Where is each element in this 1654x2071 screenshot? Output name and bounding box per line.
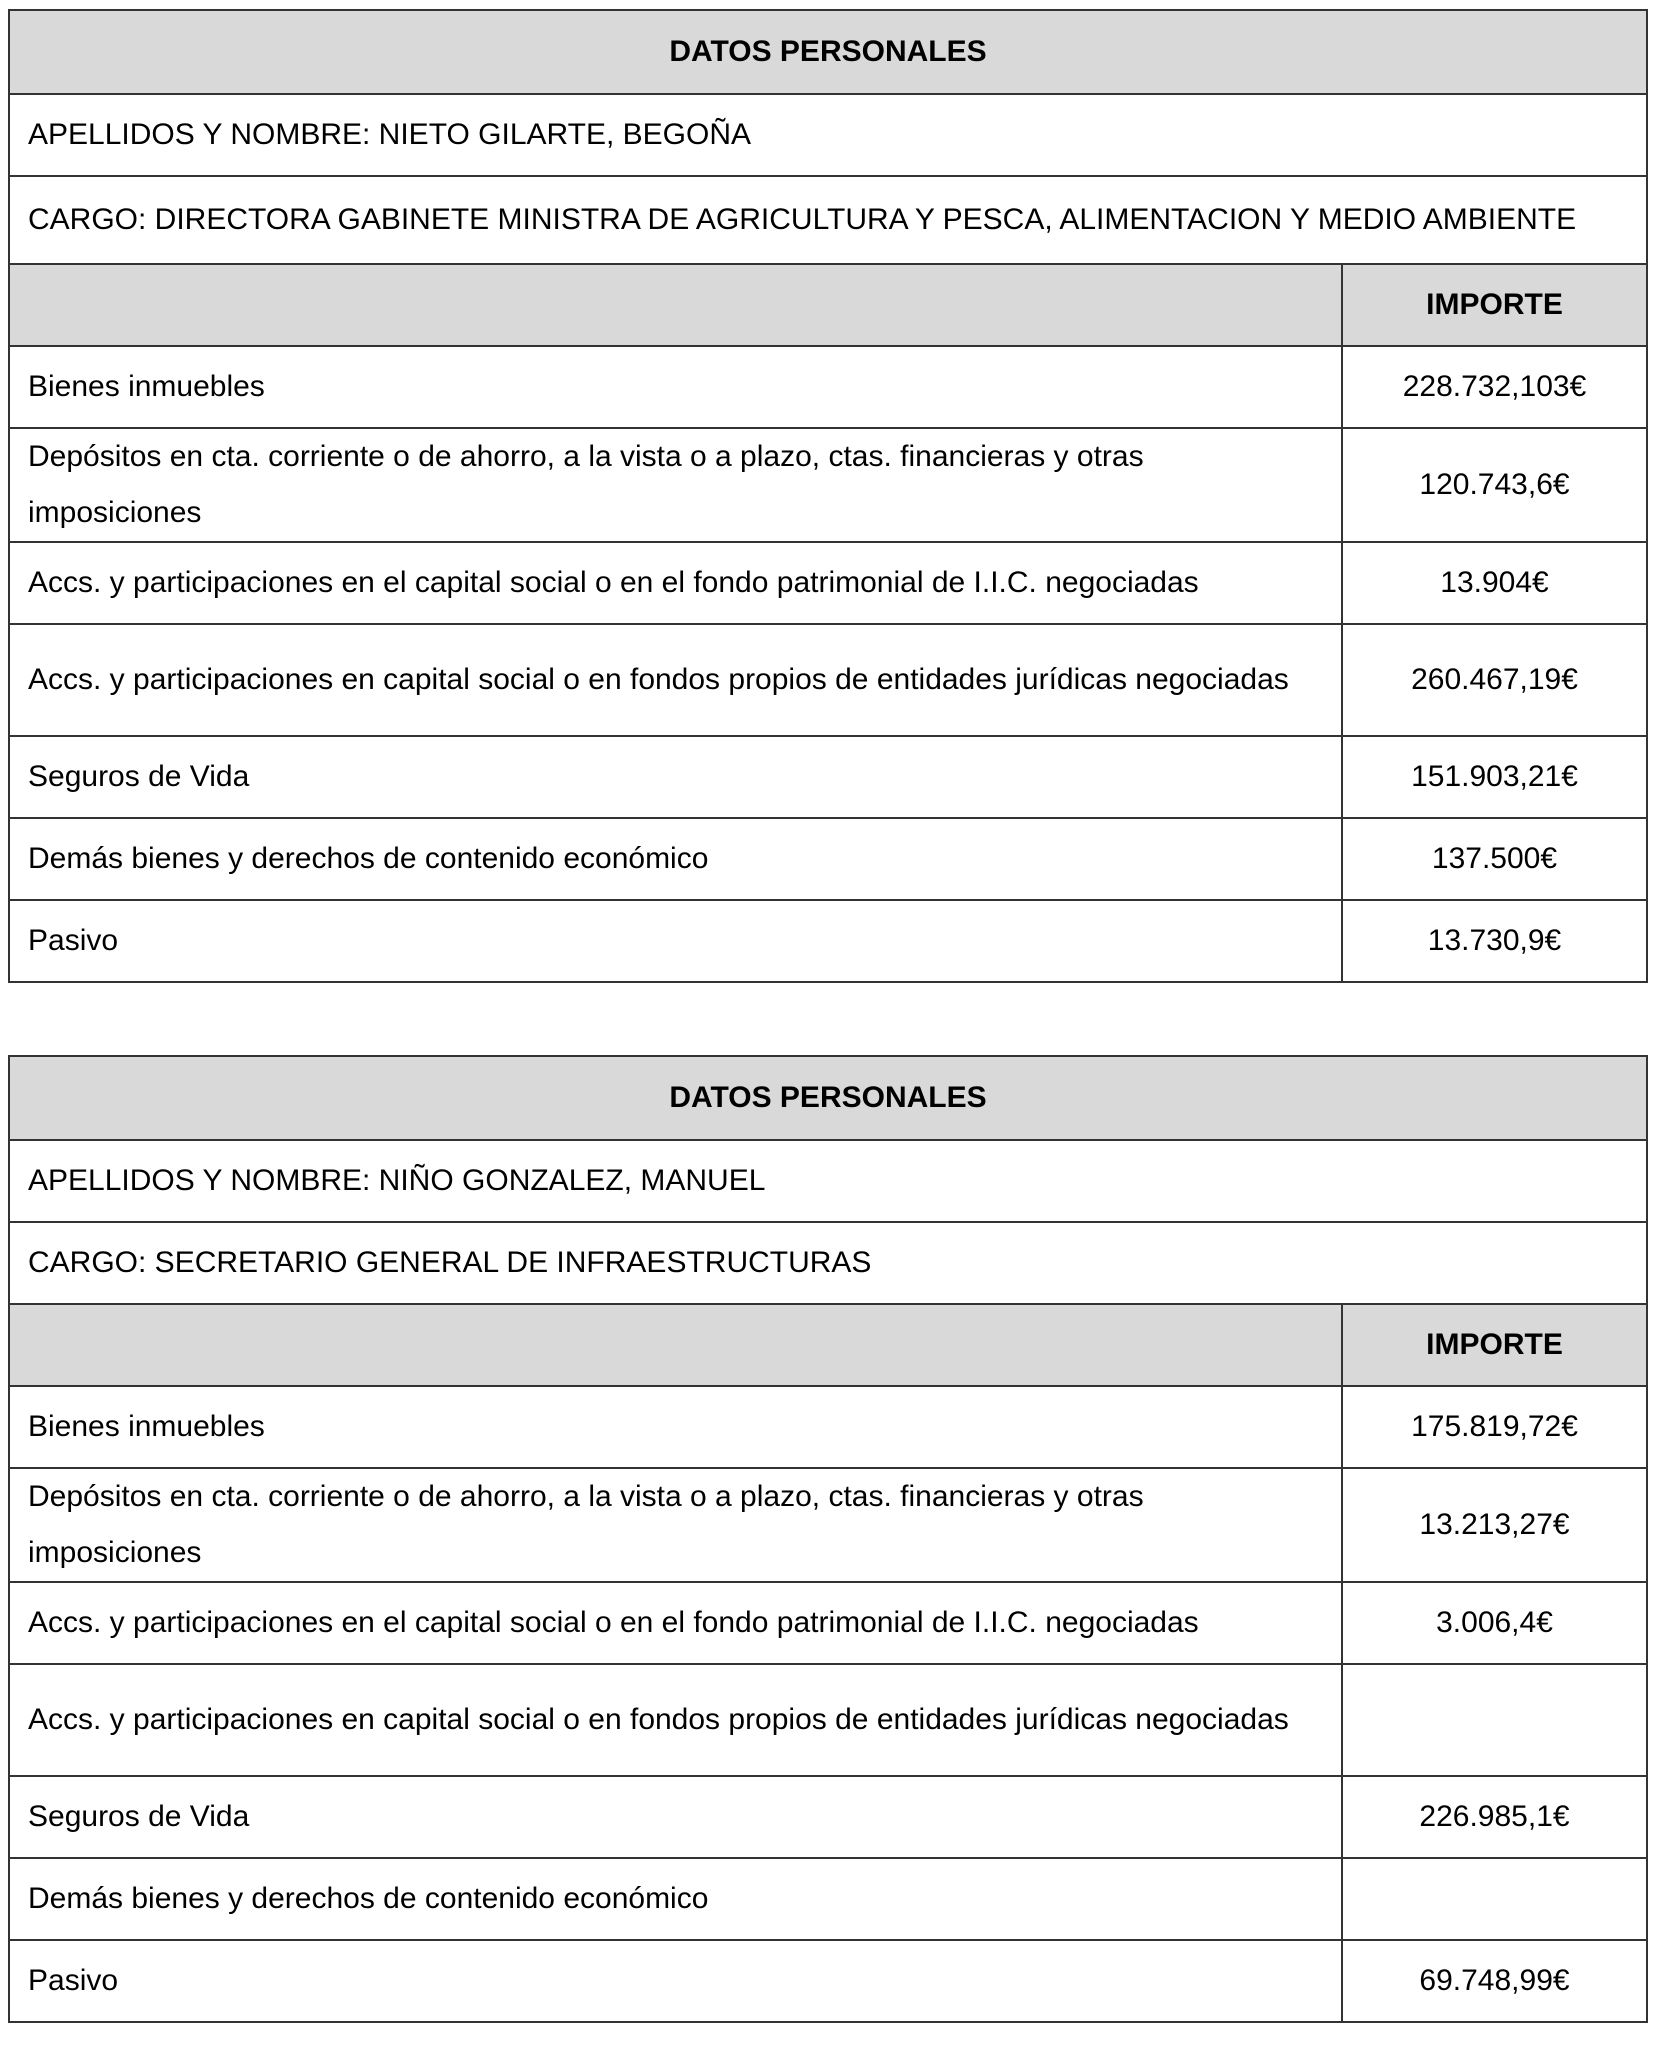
table-row: [9, 1940, 1647, 2022]
amount-value: 13.730,9€: [1342, 900, 1647, 982]
name-field: APELLIDOS Y NOMBRE: NIETO GILARTE, BEGOÑA: [9, 94, 1647, 176]
amount-value: [1342, 1858, 1647, 1940]
amount-value: 228.732,103€: [1342, 346, 1647, 428]
amount-value: 137.500€: [1342, 818, 1647, 900]
amount-value: 120.743,6€: [1342, 428, 1647, 542]
amount-value: [1342, 1664, 1647, 1776]
table-row: [9, 428, 1647, 542]
concept-label: Demás bienes y derechos de contenido económico: [9, 1858, 1342, 1940]
table-row: [9, 542, 1647, 624]
table-row: [9, 1776, 1647, 1858]
concept-label: Accs. y participaciones en el capital social o en el fondo patrimonial de I.I.C. negociadas: [9, 1582, 1342, 1664]
table-row: [9, 818, 1647, 900]
concept-label: Accs. y participaciones en capital social o en fondos propios de entidades jurídicas negociadas: [9, 624, 1342, 736]
personal-data-table-2: [8, 1055, 1648, 2023]
position-field: CARGO: SECRETARIO GENERAL DE INFRAESTRUCTURAS: [9, 1222, 1647, 1304]
table-row: [9, 1468, 1647, 1582]
table-row: [9, 900, 1647, 982]
table-row: [9, 736, 1647, 818]
concept-label: Accs. y participaciones en capital social o en fondos propios de entidades jurídicas negociadas: [9, 1664, 1342, 1776]
concept-label: Bienes inmuebles: [9, 1386, 1342, 1468]
amount-value: 151.903,21€: [1342, 736, 1647, 818]
amount-header: IMPORTE: [1342, 264, 1647, 346]
table-row: [9, 624, 1647, 736]
personal-data-table-1: [8, 9, 1648, 983]
concept-label: Pasivo: [9, 1940, 1342, 2022]
name-field: APELLIDOS Y NOMBRE: NIÑO GONZALEZ, MANUEL: [9, 1140, 1647, 1222]
amount-value: 13.213,27€: [1342, 1468, 1647, 1582]
concept-label: Accs. y participaciones en el capital social o en el fondo patrimonial de I.I.C. negociadas: [9, 542, 1342, 624]
concept-label: Pasivo: [9, 900, 1342, 982]
concept-label: Seguros de Vida: [9, 1776, 1342, 1858]
concept-label: Seguros de Vida: [9, 736, 1342, 818]
section-header: DATOS PERSONALES: [9, 10, 1647, 94]
table-row: [9, 1664, 1647, 1776]
concept-header-cell: [9, 264, 1342, 346]
concept-label: Demás bienes y derechos de contenido económico: [9, 818, 1342, 900]
concept-header-cell: [9, 1304, 1342, 1386]
table-row: [9, 1386, 1647, 1468]
concept-label: Depósitos en cta. corriente o de ahorro, a la vista o a plazo, ctas. financieras y otras imposiciones: [9, 428, 1342, 542]
table-row: [9, 1582, 1647, 1664]
amount-header: IMPORTE: [1342, 1304, 1647, 1386]
amount-value: 260.467,19€: [1342, 624, 1647, 736]
table-row: [9, 346, 1647, 428]
table-row: [9, 1858, 1647, 1940]
amount-value: 226.985,1€: [1342, 1776, 1647, 1858]
amount-value: 69.748,99€: [1342, 1940, 1647, 2022]
concept-label: Depósitos en cta. corriente o de ahorro, a la vista o a plazo, ctas. financieras y otras imposiciones: [9, 1468, 1342, 1582]
amount-value: 3.006,4€: [1342, 1582, 1647, 1664]
amount-value: 13.904€: [1342, 542, 1647, 624]
position-field: CARGO: DIRECTORA GABINETE MINISTRA DE AGRICULTURA Y PESCA, ALIMENTACION Y MEDIO AMBIENTE: [9, 176, 1647, 264]
amount-value: 175.819,72€: [1342, 1386, 1647, 1468]
section-header: DATOS PERSONALES: [9, 1056, 1647, 1140]
concept-label: Bienes inmuebles: [9, 346, 1342, 428]
